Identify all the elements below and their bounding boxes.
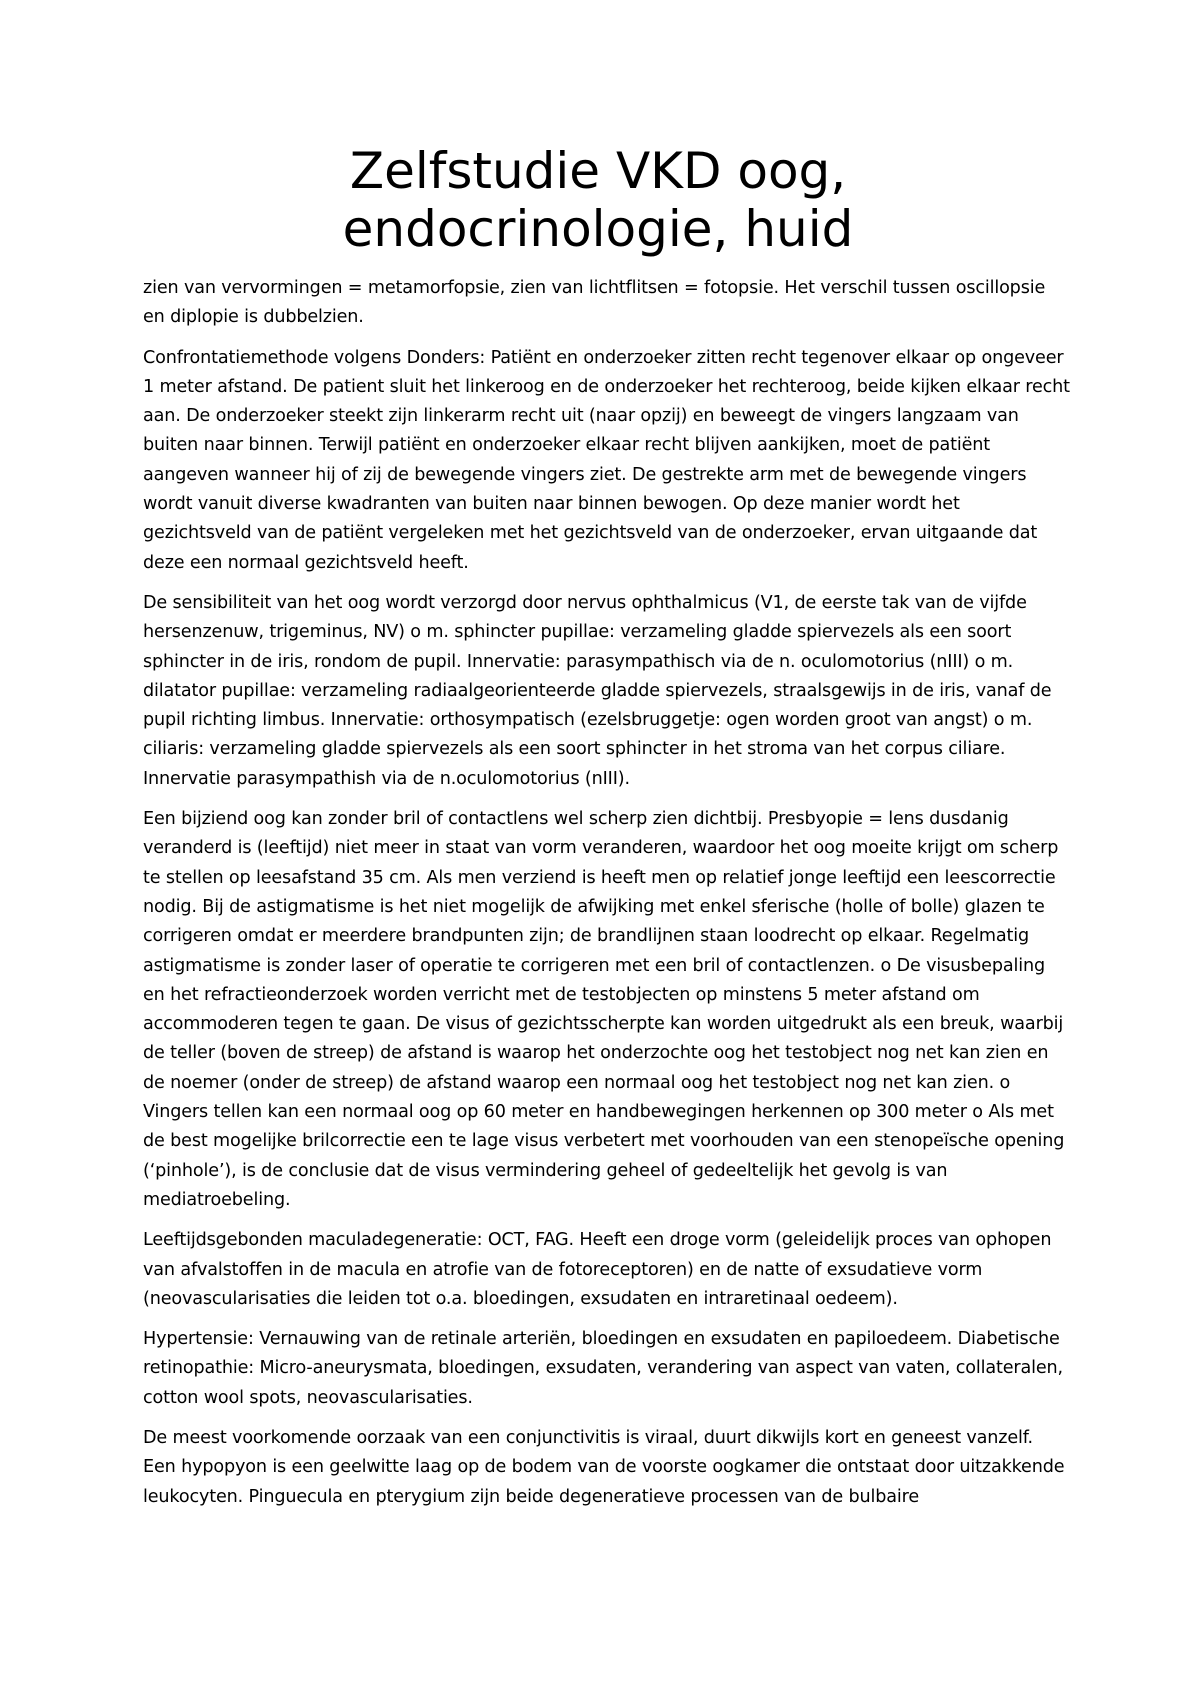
title-line-1: Zelfstudie VKD oog, <box>349 142 847 200</box>
document-title <box>143 142 1053 258</box>
paragraph-confrontatiemethode: Confrontatiemethode volgens Donders: Patiënt en onderzoeker zitten recht tegenover elkaar op ongeveer 1 meter afstand. De patient sluit het linkeroog en de onderzoeker het rechteroog, beide kijken elkaar recht aan. De onderzoeker steekt zijn linkerarm recht uit (naar opzij) en beweegt de vingers langzaam van buiten naar binnen. Terwijl patiënt en onderzoeker elkaar recht blijven aankijken, moet de patiënt aangeven wanneer hij of zij de bewegende vingers ziet. De gestrekte arm met de bewegende vingers wordt vanuit diverse kwadranten van buiten naar binnen bewogen. Op deze manier wordt het gezichtsveld van de patiënt vergeleken met het gezichtsveld van de onderzoeker, ervan uitgaande dat deze een normaal gezichtsveld heeft. <box>143 347 1070 573</box>
paragraph-conjunctivitis: De meest voorkomende oorzaak van een conjunctivitis is viraal, duurt dikwijls kort en geneest vanzelf. Een hypopyon is een geelwitte laag op de bodem van de voorste oogkamer die ontstaat door uitzakkende leukocyten. Pinguecula en pterygium zijn beide degeneratieve processen van de bulbaire <box>143 1427 1065 1507</box>
paragraph-sensibiliteit: De sensibiliteit van het oog wordt verzorgd door nervus ophthalmicus (V1, de eerste tak van de vijfde hersenzenuw, trigeminus, NV) o m. sphincter pupillae: verzameling gladde spiervezels als een soort sphincter in de iris, rondom de pupil. Innervatie: parasympathisch via de n. oculomotorius (nIII) o m. dilatator pupillae: verzameling radiaalgeorienteerde gladde spiervezels, straalsgewijs in de iris, vanaf de pupil richting limbus. Innervatie: orthosympatisch (ezelsbruggetje: ogen worden groot van angst) o m. ciliaris: verzameling gladde spiervezels als een soort sphincter in het stroma van het corpus ciliare. Innervatie parasympathish via de n.oculomotorius (nIII). <box>143 592 1052 789</box>
title-line-2: endocrinologie, huid <box>342 200 854 258</box>
paragraph-hypertensie: Hypertensie: Vernauwing van de retinale arteriën, bloedingen en exsudaten en papiloedeem. Diabetische retinopathie: Micro-aneurysmata, bloedingen, exsudaten, verandering van aspect van vaten, collateralen, cotton wool spots, neovascularisaties. <box>143 1329 1063 1408</box>
paragraph-maculadegeneratie: Leeftijdsgebonden maculadegeneratie: OCT, FAG. Heeft een droge vorm (geleidelijk proces van ophopen van afvalstoffen in de macula en atrofie van de fotoreceptoren) en de natte of exsudatieve vorm (neovascularisaties die leiden tot o.a. bloedingen, exsudaten en intraretinaal oedeem). <box>143 1230 1052 1309</box>
document-body <box>143 274 1071 1523</box>
paragraph-metamorfopsie: zien van vervormingen = metamorfopsie, zien van lichtflitsen = fotopsie. Het verschil tussen oscillopsie en diplopie is dubbelzien. <box>143 278 1046 328</box>
paragraph-refractie: Een bijziend oog kan zonder bril of contactlens wel scherp zien dichtbij. Presbyopie = lens dusdanig veranderd is (leeftijd) niet meer in staat van vorm veranderen, waardoor het oog moeite krijgt om scherp te stellen op leesafstand 35 cm. Als men verziend is heeft men op relatief jonge leeftijd een leescorrectie nodig. Bij de astigmatisme is het niet mogelijk de afwijking met enkel sferische (holle of bolle) glazen te corrigeren omdat er meerdere brandpunten zijn; de brandlijnen staan loodrecht op elkaar. Regelmatig astigmatisme is zonder laser of operatie te corrigeren met een bril of contactlenzen. o De visusbepaling en het refractieonderzoek worden verricht met de testobjecten op minstens 5 meter afstand om accommoderen tegen te gaan. De visus of gezichtsscherpte kan worden uitgedrukt als een breuk, waarbij de teller (boven de streep) de afstand is waarop het onderzochte oog het testobject nog net kan zien en de noemer (onder de streep) de afstand waarop een normaal oog het testobject nog net kan zien. o Vingers tellen kan een normaal oog op 60 meter en handbewegingen herkennen op 300 meter o Als met de best mogelijke brilcorrectie een te lage visus verbetert met voorhouden van een stenopeïsche opening (‘pinhole’), is de conclusie dat de visus vermindering geheel of gedeeltelijk het gevolg is van mediatroebeling. <box>143 809 1065 1210</box>
